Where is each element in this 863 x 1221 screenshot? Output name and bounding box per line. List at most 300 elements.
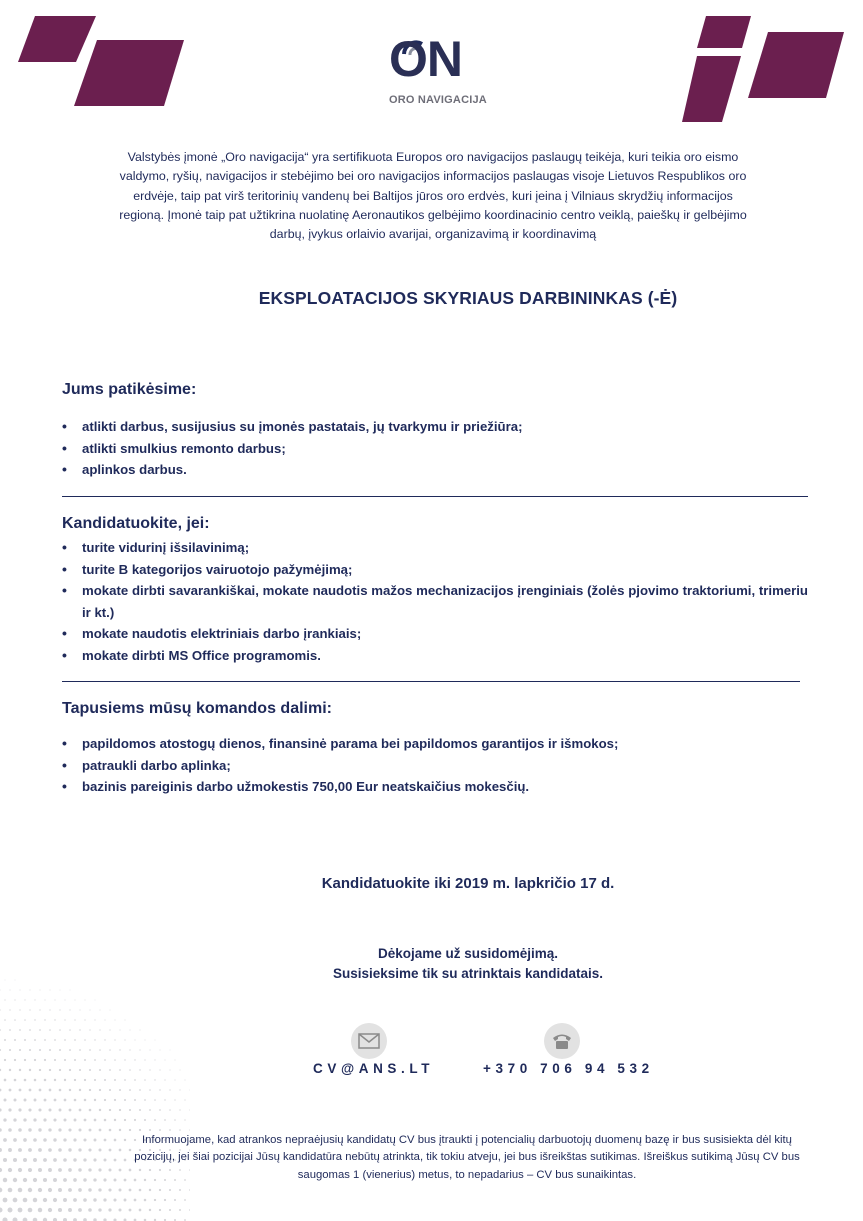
dot	[23, 1198, 28, 1203]
dot	[114, 1159, 117, 1162]
dot	[169, 1069, 170, 1070]
dot	[58, 1168, 62, 1172]
dot	[159, 1089, 160, 1090]
dot	[84, 1019, 85, 1020]
contact-note: Susisieksime tik su atrinktais kandidatais.	[332, 966, 604, 981]
dot	[10, 990, 11, 991]
dot	[94, 1079, 96, 1081]
dot	[113, 1198, 116, 1201]
dot	[84, 1059, 86, 1061]
dot	[48, 1188, 52, 1192]
dot	[149, 1209, 151, 1211]
dot	[98, 1208, 101, 1211]
dot	[4, 1079, 7, 1082]
dot	[53, 1178, 57, 1182]
dot	[23, 1138, 27, 1142]
dot	[103, 1178, 106, 1181]
dot	[164, 1119, 166, 1121]
requirements-heading: Kandidatuokite, jei:	[62, 515, 210, 532]
dot	[64, 1059, 66, 1061]
dot	[63, 1198, 67, 1202]
dot	[44, 1039, 46, 1041]
dot	[38, 1168, 42, 1172]
dot	[69, 1029, 71, 1031]
dot	[73, 1158, 76, 1161]
dot	[24, 1079, 27, 1082]
dot	[29, 1069, 31, 1071]
dot	[18, 1168, 22, 1172]
dot	[83, 1198, 87, 1202]
dot	[119, 1129, 121, 1131]
logo-text: ON	[389, 31, 462, 87]
dot	[28, 1208, 33, 1213]
dot	[19, 1029, 21, 1031]
dot	[34, 1059, 36, 1061]
dot	[189, 1129, 190, 1130]
dot	[49, 1069, 51, 1071]
dot	[94, 1099, 96, 1101]
dot	[169, 1209, 171, 1211]
dot	[83, 1138, 86, 1141]
dot	[0, 1208, 3, 1213]
dot	[44, 1059, 46, 1061]
dot	[114, 1059, 116, 1061]
dot	[169, 1189, 171, 1191]
dot	[44, 999, 45, 1000]
dot	[89, 1069, 91, 1071]
dot	[14, 1039, 16, 1041]
dot	[48, 1208, 52, 1212]
dot	[49, 1009, 50, 1010]
dot	[108, 1208, 111, 1211]
dot	[19, 1049, 21, 1051]
dot	[154, 1079, 155, 1080]
dot	[164, 1079, 165, 1080]
dot	[9, 1009, 10, 1010]
dot	[130, 1030, 131, 1031]
dot	[59, 1089, 62, 1092]
dot	[164, 1199, 166, 1201]
dot	[58, 1188, 62, 1192]
dot	[9, 1069, 11, 1071]
dot	[48, 1128, 51, 1131]
dot	[34, 1039, 36, 1041]
dot	[39, 1049, 41, 1051]
dot	[38, 1208, 42, 1212]
dot	[119, 1109, 121, 1111]
dot	[179, 1129, 181, 1131]
dot	[74, 1059, 76, 1061]
dot	[179, 1089, 180, 1090]
dot	[68, 1128, 71, 1131]
dot	[54, 1039, 56, 1041]
dot	[149, 1049, 150, 1050]
dot	[13, 1198, 18, 1203]
dot	[40, 990, 41, 991]
dot	[89, 1109, 92, 1112]
dot	[139, 1209, 142, 1212]
dot	[54, 1019, 55, 1020]
dot	[69, 1069, 71, 1071]
dot	[139, 1129, 141, 1131]
dot	[34, 999, 35, 1000]
dot	[139, 1189, 142, 1192]
dot	[43, 1178, 47, 1182]
dot	[14, 999, 15, 1000]
dot	[53, 1118, 56, 1121]
dot	[99, 1089, 101, 1091]
dot	[94, 1019, 95, 1020]
dot	[134, 1079, 136, 1081]
dot	[189, 1189, 190, 1191]
dot	[79, 1069, 81, 1071]
dot	[29, 1049, 31, 1051]
dot	[129, 1049, 130, 1050]
benefits-list	[62, 733, 808, 798]
dot	[73, 1198, 77, 1202]
dot	[84, 1119, 87, 1122]
dot	[154, 1199, 156, 1201]
dot	[99, 1109, 101, 1111]
dot	[114, 1079, 116, 1081]
dot	[0, 1089, 1, 1092]
dot	[169, 1089, 170, 1090]
dot	[39, 1029, 41, 1031]
dot	[184, 1199, 186, 1201]
dot	[129, 1109, 131, 1111]
dot	[9, 1089, 12, 1092]
dot	[4, 999, 5, 1000]
dot	[164, 1059, 165, 1060]
dot	[154, 1059, 155, 1060]
dot	[109, 1069, 111, 1071]
dot	[8, 1188, 13, 1193]
dot	[88, 1208, 92, 1212]
dot	[89, 1129, 92, 1132]
dot	[29, 1089, 32, 1092]
dot	[13, 1178, 17, 1182]
dot	[140, 1030, 141, 1031]
dot	[33, 1198, 37, 1202]
dot	[14, 1019, 16, 1021]
dot	[64, 1019, 65, 1020]
dot	[53, 1198, 57, 1202]
dot	[79, 1009, 80, 1010]
list-item: • bazinis pareiginis darbo užmokestis 750,00 Eur neatskaičius mokesčių.	[62, 776, 808, 798]
email-icon	[351, 1023, 387, 1059]
dot	[93, 1198, 96, 1201]
dot	[169, 1129, 171, 1131]
dot	[59, 1049, 61, 1051]
dot	[3, 1158, 7, 1162]
dot	[2, 1217, 7, 1221]
list-item: • atlikti darbus, susijusius su įmonės pastatais, jų tvarkymu ir priežiūra;	[62, 416, 808, 438]
dot	[83, 1178, 86, 1181]
application-deadline: Kandidatuokite iki 2019 m. lapkričio 17 d.	[321, 875, 615, 892]
dot	[33, 1158, 37, 1162]
dot	[119, 1169, 122, 1172]
dot	[149, 1069, 150, 1070]
dot	[8, 1208, 13, 1213]
dot	[175, 1060, 176, 1061]
dot	[144, 1199, 147, 1202]
dot	[75, 1000, 76, 1001]
dot	[29, 1009, 30, 1010]
dot	[88, 1188, 91, 1191]
dot	[144, 1079, 146, 1081]
dot	[99, 1029, 100, 1030]
dot	[79, 1029, 80, 1030]
dot	[74, 1039, 76, 1041]
dot	[184, 1119, 185, 1120]
dot	[50, 990, 51, 991]
dot	[38, 1108, 41, 1111]
email-address[interactable]: CV@ANS.LT	[313, 1061, 435, 1076]
dot	[3, 1138, 7, 1142]
dot	[33, 1118, 36, 1121]
dot	[108, 1188, 111, 1191]
dot	[3, 1198, 8, 1203]
list-item: • mokate naudotis elektriniais darbo įrankiais;	[62, 623, 808, 645]
dot	[189, 1089, 190, 1090]
dot	[69, 1109, 72, 1112]
dot	[64, 999, 65, 1000]
dot	[64, 1039, 66, 1041]
dot	[60, 990, 61, 991]
dot	[119, 1049, 120, 1050]
dot	[104, 1159, 107, 1162]
dot	[129, 1089, 131, 1091]
dot	[93, 1178, 96, 1181]
dot	[68, 1168, 72, 1172]
dot	[68, 1148, 71, 1151]
dot	[109, 1089, 111, 1091]
dot	[89, 1009, 90, 1010]
dot	[39, 1069, 41, 1071]
dot	[4, 1039, 6, 1041]
dot	[170, 1050, 171, 1051]
dot	[109, 1109, 111, 1111]
dot	[28, 1108, 31, 1111]
dot	[0, 1148, 2, 1152]
dot	[125, 1020, 126, 1021]
dot	[34, 1099, 37, 1102]
dot	[28, 1148, 32, 1152]
phone-number[interactable]: +370 706 94 532	[483, 1061, 654, 1076]
corner-decoration-left	[0, 0, 200, 115]
dot	[114, 1139, 117, 1142]
dot	[59, 1029, 61, 1031]
dot	[124, 1119, 126, 1121]
requirements-list	[62, 537, 808, 666]
dot	[149, 1189, 151, 1191]
dot	[94, 1059, 96, 1061]
dot	[110, 1010, 111, 1011]
section-divider	[62, 496, 808, 497]
privacy-footer: Informuojame, kad atrankos nepraėjusių kandidatų CV bus įtraukti į potencialių darbuotojų duomenų bazę ir bus susisiekta dėl kitų pozicijų, jei šiai pozicijai Jūsų kandidatūra nebūtų atrinkta, tik tokiu atveju, jei bus išreikštas sutikimas. Išreiškus sutikimą Jūsų CV bus saugomas 1 (vienerius) metus, to nepadarius – CV bus sunaikintas.	[134, 1134, 800, 1181]
dot	[104, 1099, 106, 1101]
dot	[134, 1119, 136, 1121]
dot	[13, 1118, 16, 1121]
dot	[124, 1079, 126, 1081]
dot	[99, 1069, 101, 1071]
dot	[63, 1138, 66, 1141]
dot	[70, 990, 71, 991]
dot	[119, 1149, 122, 1152]
dot	[129, 1069, 131, 1071]
dot	[114, 1179, 117, 1182]
dot	[180, 1070, 181, 1071]
dot	[109, 1029, 110, 1030]
dot	[18, 1208, 23, 1213]
dot	[104, 1019, 105, 1020]
dot	[84, 1079, 86, 1081]
dot	[73, 1138, 76, 1141]
dot	[174, 1199, 176, 1201]
dot	[134, 1099, 136, 1101]
dot	[28, 1168, 32, 1172]
dot	[58, 1128, 61, 1131]
dot	[159, 1209, 161, 1211]
dot	[8, 1168, 12, 1172]
dot	[54, 1079, 56, 1081]
dot	[24, 1019, 26, 1021]
dot	[14, 1079, 17, 1082]
phone-icon	[544, 1023, 580, 1059]
dot	[58, 1148, 62, 1152]
dot	[93, 1158, 96, 1161]
dot	[124, 1199, 127, 1202]
dot	[28, 1188, 32, 1192]
dot	[18, 1128, 22, 1132]
dot	[89, 1089, 91, 1091]
dot	[159, 1109, 161, 1111]
dot	[19, 1089, 22, 1092]
dot	[149, 1109, 151, 1111]
section-divider	[62, 681, 800, 682]
dot	[104, 1039, 105, 1040]
dot	[9, 1029, 11, 1031]
list-item: • turite B kategorijos vairuotojo pažymėjimą;	[62, 559, 808, 581]
dot	[44, 1099, 47, 1102]
dot	[118, 1208, 121, 1211]
dot	[43, 1118, 46, 1121]
dot	[43, 1198, 47, 1202]
dot	[134, 1199, 137, 1202]
dot	[99, 1049, 101, 1051]
dot	[89, 1049, 91, 1051]
dot	[13, 1138, 17, 1142]
dot	[79, 1109, 82, 1112]
dot	[119, 1069, 121, 1071]
dot	[0, 1069, 1, 1071]
dot	[104, 1059, 106, 1061]
dot	[174, 1079, 175, 1080]
dot	[89, 1029, 90, 1030]
dot	[104, 1119, 107, 1122]
dot	[24, 1099, 27, 1102]
thanks-text: Dėkojame už susidomėjimą.	[377, 946, 559, 961]
dot	[8, 1128, 12, 1132]
dot	[44, 1019, 45, 1020]
dot	[33, 1178, 37, 1182]
dot	[29, 1029, 31, 1031]
dot	[54, 1099, 57, 1102]
list-item: • patraukli darbo aplinka;	[62, 755, 808, 777]
dot	[34, 1079, 37, 1082]
dot	[13, 1218, 18, 1221]
dot	[94, 1039, 95, 1040]
dot	[69, 1009, 70, 1010]
dot	[78, 1208, 82, 1212]
dot	[164, 1099, 165, 1100]
responsibilities-list	[62, 416, 808, 481]
dot	[155, 1040, 156, 1041]
dot	[139, 1069, 140, 1070]
dot	[160, 1050, 161, 1051]
dot	[54, 1059, 56, 1061]
list-item: • mokate dirbti savarankiškai, mokate naudotis mažos mechanizacijos įrenginiais (žolės pjovimo traktoriumi, trimeriu ir kt.)	[62, 580, 808, 623]
benefits-heading: Tapusiems mūsų komandos dalimi:	[62, 700, 332, 717]
dot	[179, 1209, 181, 1211]
dot	[73, 1178, 77, 1182]
dot	[115, 1020, 116, 1021]
dot	[134, 1039, 135, 1040]
dot	[38, 1188, 42, 1192]
dot	[44, 1079, 47, 1082]
dot	[24, 1039, 26, 1041]
company-logo	[385, 31, 500, 116]
dot	[79, 1129, 82, 1132]
dot	[119, 1189, 122, 1192]
dot	[99, 1149, 102, 1152]
dot	[69, 1049, 71, 1051]
dot	[99, 1129, 102, 1132]
dot	[134, 1059, 135, 1060]
dot	[154, 1099, 156, 1101]
dot	[79, 1049, 81, 1051]
dot	[85, 1000, 86, 1001]
dot	[114, 1119, 116, 1121]
dot	[139, 1049, 140, 1050]
dot	[74, 1079, 76, 1081]
dot	[59, 1009, 60, 1010]
dot	[78, 1148, 81, 1151]
dot	[144, 1119, 146, 1121]
dot	[74, 1099, 77, 1102]
dot	[74, 1019, 75, 1020]
dot	[34, 1019, 35, 1020]
dot	[145, 1040, 146, 1041]
dot	[63, 1118, 66, 1121]
dot	[49, 1089, 52, 1092]
job-title: EKSPLOATACIJOS SKYRIAUS DARBININKAS (-Ė)	[258, 288, 678, 308]
dot	[14, 1059, 16, 1061]
dot	[98, 1168, 101, 1171]
dot	[48, 1168, 52, 1172]
dot	[95, 1000, 96, 1001]
dot	[14, 1099, 17, 1102]
dot	[24, 999, 25, 1000]
dot	[3, 1178, 7, 1182]
responsibilities-heading: Jums patikėsime:	[62, 381, 197, 398]
list-item: • atlikti smulkius remonto darbus;	[62, 438, 808, 460]
dot	[49, 1029, 51, 1031]
dot	[88, 1168, 91, 1171]
dot	[159, 1189, 161, 1191]
dot	[0, 1029, 1, 1031]
dot	[64, 1079, 66, 1081]
